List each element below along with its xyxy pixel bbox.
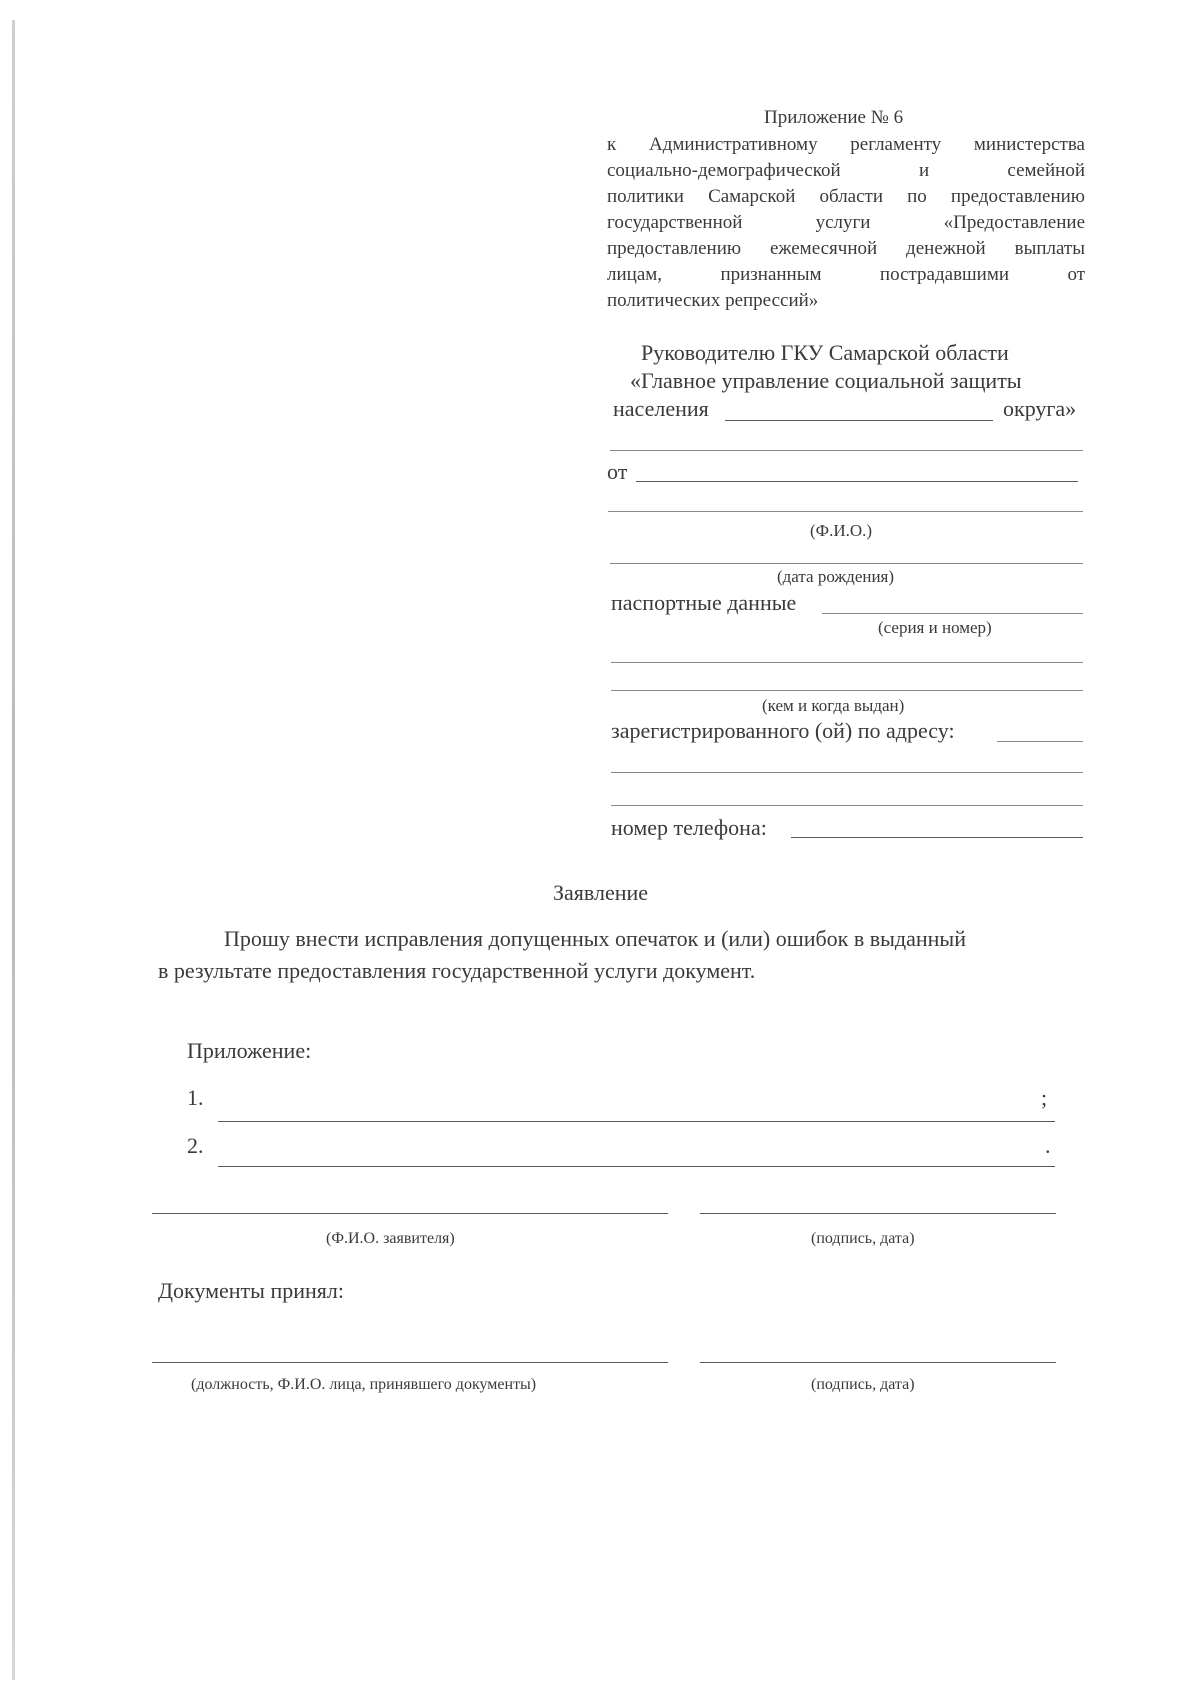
- annex-line: к Административному регламенту министерства: [607, 135, 1085, 154]
- addressee-extra-line: [610, 450, 1083, 451]
- passport-series-caption: (серия и номер): [878, 618, 992, 637]
- attachment-number: 1.: [187, 1085, 204, 1110]
- statement-line-1: Прошу внести исправления допущенных опечаток и (или) ошибок в выданный: [224, 926, 966, 951]
- addressee-line-2: «Главное управление социальной защиты: [630, 368, 1022, 393]
- attachment-end-mark: ;: [1041, 1085, 1048, 1110]
- annex-line: государственной услуги «Предоставление: [607, 213, 1085, 232]
- attachments-label: Приложение:: [187, 1038, 312, 1063]
- applicant-name-caption: (Ф.И.О. заявителя): [326, 1230, 455, 1247]
- address-label: зарегистрированного (ой) по адресу:: [611, 718, 955, 743]
- acceptor-sign-line: [700, 1362, 1056, 1363]
- birth-date-line: [610, 563, 1083, 564]
- addressee-line-1: Руководителю ГКУ Самарской области: [641, 340, 1009, 365]
- passport-issued-line-2: [611, 690, 1083, 691]
- applicant-sign-caption: (подпись, дата): [811, 1230, 915, 1247]
- acceptor-sign-caption: (подпись, дата): [811, 1376, 915, 1393]
- attachment-number: 2.: [187, 1133, 204, 1158]
- passport-label: паспортные данные: [611, 590, 797, 615]
- acceptor-name-line: [152, 1362, 668, 1363]
- applicant-sign-line: [700, 1213, 1056, 1214]
- birth-date-caption: (дата рождения): [777, 567, 895, 586]
- attachment-blank-line: [218, 1121, 1055, 1122]
- from-blank-line: [636, 481, 1078, 482]
- documents-accepted-label: Документы принял:: [158, 1278, 344, 1303]
- annex-line: предоставлению ежемесячной денежной выплаты: [607, 239, 1085, 258]
- acceptor-name-caption: (должность, Ф.И.О. лица, принявшего документы): [191, 1376, 537, 1393]
- from-label: от: [607, 459, 628, 484]
- district-blank-line: [725, 420, 993, 421]
- address-blank-line-1: [997, 741, 1083, 742]
- address-blank-line-3: [611, 805, 1083, 806]
- annex-line: лицам, признанным пострадавшими от: [607, 265, 1085, 284]
- annex-line: политики Самарской области по предоставлению: [607, 187, 1085, 206]
- annex-title: Приложение № 6: [764, 107, 904, 128]
- passport-blank-line: [822, 613, 1083, 614]
- addressee-line-3-prefix: населения: [613, 396, 709, 421]
- phone-label: номер телефона:: [611, 815, 767, 840]
- passport-issued-caption: (кем и когда выдан): [762, 696, 905, 715]
- fio-caption: (Ф.И.О.): [810, 521, 873, 540]
- statement-title: Заявление: [553, 880, 649, 905]
- attachment-end-mark: .: [1045, 1133, 1051, 1158]
- address-blank-line-2: [611, 772, 1083, 773]
- scan-edge: [12, 20, 15, 1680]
- applicant-name-line: [152, 1213, 668, 1214]
- annex-line: политических репрессий»: [607, 291, 819, 310]
- annex-line: социально-демографической и семейной: [607, 161, 1085, 180]
- addressee-line-3-suffix: округа»: [1003, 396, 1077, 421]
- fio-blank-line: [608, 511, 1083, 512]
- attachment-blank-line: [218, 1166, 1055, 1167]
- passport-issued-line-1: [611, 662, 1083, 663]
- phone-blank-line: [791, 837, 1083, 838]
- statement-line-2: в результате предоставления государственной услуги документ.: [158, 958, 756, 983]
